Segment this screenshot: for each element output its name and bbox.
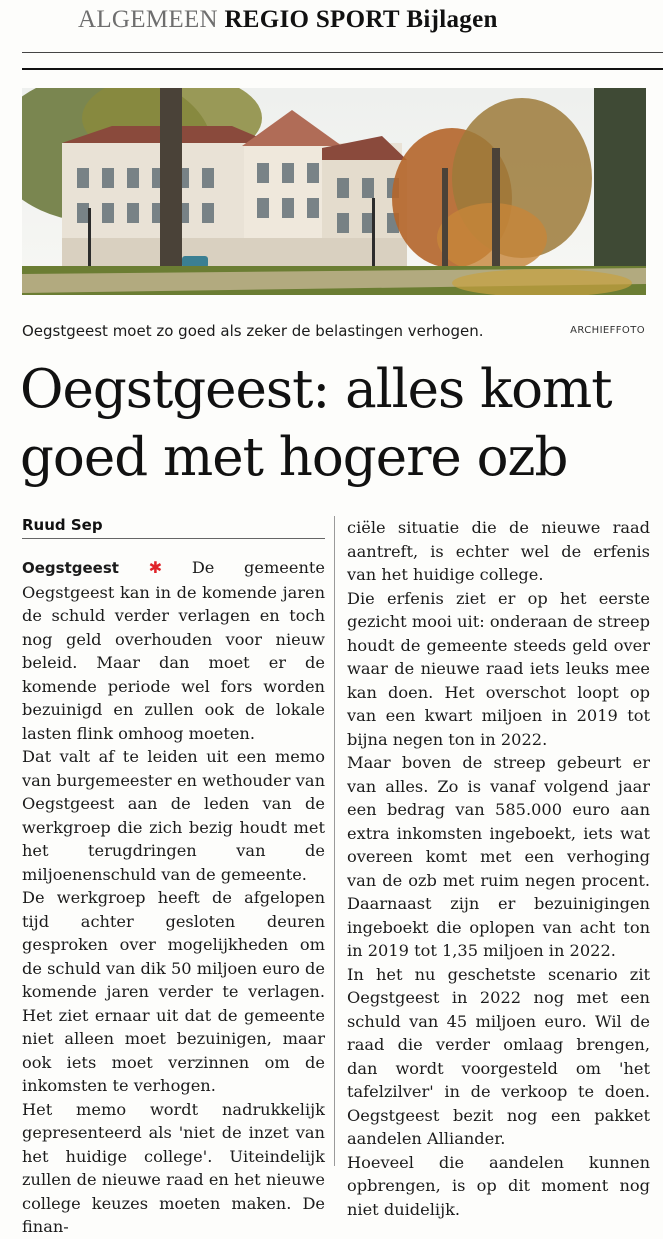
paragraph: Hoeveel die aandelen kunnen opbrengen, is op dit moment nog niet duidelijk. [347,1152,650,1219]
dateline: Oegstgeest [22,559,119,577]
section-nav [78,6,498,34]
paragraph [22,556,325,745]
paragraph: In het nu geschetste scenario zit Oegstgeest in 2022 nog met een schuld van 45 miljoen euro. Wil de raad die verder omlaag brengen, dan wordt voorgesteld om 'het tafelzilver' in de verkoop te doen. Oegstgeest bezit nog een pakket aandelen Alliander. [347,964,650,1148]
article-column-left [22,556,325,1239]
section-regio-sport[interactable]: REGIO SPORT [224,6,400,33]
headline-line-1: Oegstgeest: alles komt [20,359,612,420]
paragraph: Maar boven de streep gebeurt er van alles. Zo is vanaf volgend jaar een bedrag van 585.000 euro aan extra inkomsten ingeboekt, iets wat overeen komt met een verhoging van de ozb met ruim negen procent. Daarnaast zijn er bezuinigingen ingeboekt die oplopen van acht ton in 2019 tot 1,35 miljoen in 2022. [347,753,650,960]
paragraph: ciële situatie die de nieuwe raad aantreft, is echter wel de erfenis van het huidige college. [347,518,650,584]
paragraph: Dat valt af te leiden uit een memo van burgemeester en wethouder van Oegstgeest aan de leden van de werkgroep die zich bezig houdt met het terugdringen van de miljoenenschuld van de gemeente. [22,747,325,884]
paragraph: Die erfenis ziet er op het eerste gezicht mooi uit: onderaan de streep houdt de gemeente steeds geld over waar de nieuwe raad iets leuks mee kan doen. Het overschot loopt op van een kwart miljoen in 2019 tot bijna negen ton in 2022. [347,588,650,749]
building-photo-illustration [22,88,646,295]
photo-credit: ARCHIEFFOTO [570,325,645,336]
article-photo [22,88,646,295]
asterisk-icon: ✱ [148,558,163,577]
paragraph-text: De gemeente Oegstgeest kan in de komende jaren de schuld verder verlagen en toch nog geld overhouden voor nieuw beleid. Maar dan moet er de komende periode wel fors worden bezuinigd en zullen ook de lokale lasten flink omhoog moeten. [22,558,325,743]
section-bijlagen[interactable]: Bijlagen [406,6,498,33]
headline-line-2: goed met hogere ozb [20,427,568,488]
header-rule-thick [22,68,663,70]
headline [20,356,660,492]
photo-caption: Oegstgeest moet zo goed als zeker de belastingen verhogen. [22,322,484,340]
header-rule-thin [22,52,663,53]
paragraph: De werkgroep heeft de afgelopen tijd achter gesloten deuren gesproken over mogelijkheden om de schuld van dik 50 miljoen euro de komende jaren verder te verlagen. Het ziet ernaar uit dat de gemeente niet alleen moet bezuinigen, maar ook iets moet verzinnen om de inkomsten te verhogen. [22,888,325,1095]
article-column-right [347,516,650,1221]
section-algemeen[interactable]: ALGEMEEN [78,6,218,33]
byline: Ruud Sep [22,516,103,534]
column-divider [334,516,335,1166]
byline-rule [22,538,325,539]
paragraph: Het memo wordt nadrukkelijk gepresenteerd als 'niet de inzet van het huidige college'. Uiteindelijk zullen de nieuwe raad en het nieuwe college keuzes moeten maken. De finan- [22,1099,325,1236]
